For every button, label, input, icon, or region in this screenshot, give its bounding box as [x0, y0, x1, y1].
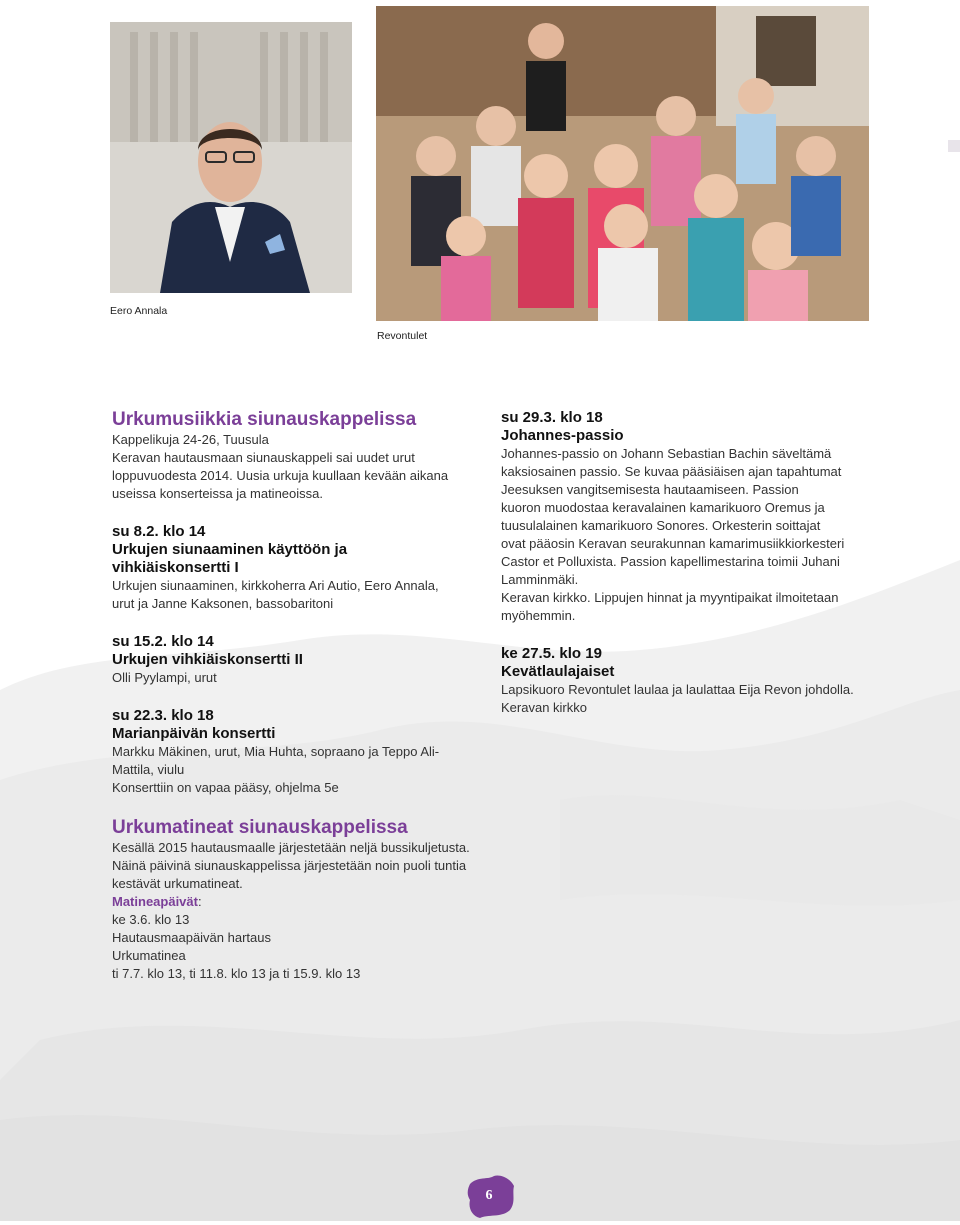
event-text: Lamminmäki. [501, 572, 579, 587]
matinee-line: Hautausmaapäivän hartaus [112, 930, 271, 945]
event-text: Castor et Polluxista. Passion kapellimestarina toimii Juhani [501, 554, 840, 569]
event-text: Mattila, viulu [112, 762, 185, 777]
page-number: 6 [485, 1188, 493, 1203]
matinee-intro-line: kestävät urkumatineat. [112, 876, 243, 891]
matinee-intro-line: Kesällä 2015 hautausmaalle järjestetään neljä bussikuljetusta. [112, 840, 470, 855]
event-title: Marianpäivän konsertti [112, 725, 276, 742]
event-text: Jeesuksen vangitsemisesta hautaamiseen. Passion [501, 482, 799, 497]
caption-eero-annala: Eero Annala [110, 305, 168, 317]
matinee-dates-heading [112, 893, 482, 911]
left-column [112, 409, 482, 983]
event-text: Johannes-passio on Johann Sebastian Bachin säveltämä [501, 446, 832, 461]
event-date: su 8.2. klo 14 [112, 523, 206, 540]
photo-revontulet-choir [376, 6, 869, 321]
edge-mark [948, 140, 960, 152]
intro-line: useissa konserteissa ja matineoissa. [112, 486, 323, 501]
event-title: Urkujen siunaaminen käyttöön ja [112, 541, 348, 558]
event-text: kuoron muodostaa keravalainen kamarikuoro Oremus ja [501, 500, 825, 515]
event-27-5 [501, 645, 901, 717]
event-text: urut ja Janne Kaksonen, bassobaritoni [112, 596, 334, 611]
intro-line: Keravan hautausmaan siunauskappeli sai uudet urut [112, 450, 415, 465]
caption-revontulet: Revontulet [377, 330, 428, 342]
event-title: Johannes-passio [501, 427, 624, 444]
event-text: Olli Pyylampi, urut [112, 670, 217, 685]
event-date: su 22.3. klo 18 [112, 707, 214, 724]
matinee-colon: : [197, 894, 202, 909]
matinee-intro-line: Näinä päivinä siunauskappelissa järjestetään noin puoli tuntia [112, 858, 467, 873]
matinee-label: Matineapäivät [112, 894, 198, 909]
event-text: tuusulalainen kamarikuoro Sonores. Orkesterin soittajat [501, 518, 821, 533]
event-8-2 [112, 523, 482, 613]
event-text: Lapsikuoro Revontulet laulaa ja laulattaa Eija Revon johdolla. [501, 682, 854, 697]
event-text: Keravan kirkko [501, 700, 587, 715]
matinee-line: ke 3.6. klo 13 [112, 912, 190, 927]
photo-eero-annala [110, 22, 352, 293]
event-29-3 [501, 409, 901, 625]
event-date: su 29.3. klo 18 [501, 409, 603, 426]
event-date: ke 27.5. klo 19 [501, 645, 602, 662]
event-text: Keravan kirkko. Lippujen hinnat ja myyntipaikat ilmoitetaan [501, 590, 839, 605]
event-title: Kevätlaulajaiset [501, 663, 615, 680]
event-text: kaksiosainen passio. Se kuvaa pääsiäisen ajan tapahtumat [501, 464, 842, 479]
event-title: vihkiäiskonsertti I [112, 559, 239, 576]
event-22-3 [112, 707, 482, 797]
page-number-badge [466, 1174, 516, 1220]
matinee-line: Urkumatinea [112, 948, 186, 963]
event-15-2 [112, 633, 482, 687]
intro-line: Kappelikuja 24-26, Tuusula [112, 432, 269, 447]
event-title: Urkujen vihkiäiskonsertti II [112, 651, 303, 668]
section-title-urkumatineat: Urkumatineat siunauskappelissa [112, 817, 408, 838]
event-text: Markku Mäkinen, urut, Mia Huhta, sopraano ja Teppo Ali- [112, 744, 440, 759]
event-text: myöhemmin. [501, 608, 576, 623]
right-column [501, 409, 901, 717]
matinee-line: ti 7.7. klo 13, ti 11.8. klo 13 ja ti 15.9. klo 13 [112, 966, 361, 981]
intro-line: loppuvuodesta 2014. Uusia urkuja kuullaan kevään aikana [112, 468, 449, 483]
section-title-urkumusiikkia: Urkumusiikkia siunauskappelissa [112, 409, 417, 430]
event-text: Konserttiin on vapaa pääsy, ohjelma 5e [112, 780, 339, 795]
event-date: su 15.2. klo 14 [112, 633, 214, 650]
event-text: Urkujen siunaaminen, kirkkoherra Ari Autio, Eero Annala, [112, 578, 439, 593]
event-text: ovat pääosin Keravan seurakunnan kamarimusiikkiorkesteri [501, 536, 845, 551]
